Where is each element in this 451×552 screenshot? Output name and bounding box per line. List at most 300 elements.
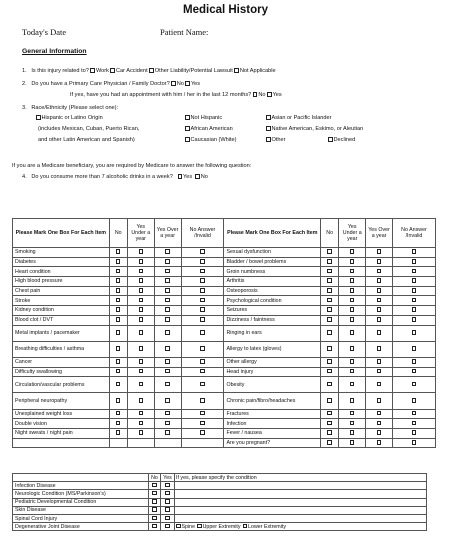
checkbox[interactable] — [165, 269, 170, 274]
checkbox-cell[interactable] — [127, 248, 154, 258]
checkbox-cell[interactable] — [149, 482, 161, 490]
checkbox-cell[interactable] — [109, 393, 127, 409]
checkbox-cell[interactable] — [339, 429, 366, 439]
checkbox-cell[interactable] — [154, 419, 181, 429]
checkbox-cell[interactable] — [154, 341, 181, 357]
checkbox[interactable] — [165, 411, 170, 416]
checkbox[interactable] — [412, 330, 417, 335]
checkbox-cell[interactable] — [181, 257, 224, 267]
checkbox[interactable] — [377, 440, 382, 445]
checkbox-cell[interactable] — [366, 393, 393, 409]
checkbox[interactable] — [116, 288, 121, 293]
checkbox-cell[interactable] — [154, 409, 181, 419]
checkbox-cell[interactable] — [154, 257, 181, 267]
checkbox[interactable] — [412, 307, 417, 312]
checkbox[interactable] — [412, 369, 417, 374]
checkbox[interactable] — [200, 307, 205, 312]
checkbox-cell[interactable] — [161, 490, 175, 498]
checkbox[interactable] — [327, 398, 332, 403]
checkbox[interactable] — [200, 330, 205, 335]
checkbox[interactable] — [327, 317, 332, 322]
checkbox-cell[interactable] — [366, 357, 393, 367]
checkbox-cell[interactable] — [109, 325, 127, 341]
checkbox-cell[interactable] — [109, 377, 127, 393]
checkbox-cell[interactable] — [154, 377, 181, 393]
checkbox[interactable] — [377, 430, 382, 435]
checkbox-cell[interactable] — [392, 315, 435, 325]
checkbox-cell[interactable] — [149, 490, 161, 498]
q1-option-car-accident[interactable]: Car Accident — [110, 68, 147, 75]
checkbox-cell[interactable] — [321, 341, 339, 357]
checkbox-cell[interactable] — [127, 429, 154, 439]
checkbox-cell[interactable] — [392, 357, 435, 367]
checkbox[interactable] — [377, 259, 382, 264]
joint-option[interactable]: Spine — [176, 524, 195, 530]
checkbox[interactable] — [176, 524, 181, 529]
checkbox-cell[interactable] — [149, 498, 161, 506]
checkbox[interactable] — [327, 369, 332, 374]
checkbox-cell[interactable] — [154, 296, 181, 306]
checkbox[interactable] — [185, 115, 190, 120]
checkbox-cell[interactable] — [366, 248, 393, 258]
checkbox-cell[interactable] — [181, 357, 224, 367]
checkbox-cell[interactable] — [161, 482, 175, 490]
checkbox[interactable] — [139, 259, 144, 264]
checkbox[interactable] — [412, 298, 417, 303]
checkbox-cell[interactable] — [321, 257, 339, 267]
checkbox[interactable] — [139, 421, 144, 426]
checkbox-cell[interactable] — [149, 514, 161, 522]
checkbox-cell[interactable] — [392, 377, 435, 393]
checkbox-cell[interactable] — [161, 506, 175, 514]
checkbox[interactable] — [200, 259, 205, 264]
checkbox[interactable] — [116, 278, 121, 283]
checkbox-cell[interactable] — [321, 267, 339, 277]
q2b-option-no[interactable]: No — [253, 92, 266, 99]
checkbox[interactable] — [412, 317, 417, 322]
race-option-african-american[interactable]: African American — [185, 126, 233, 133]
specify-condition-field[interactable] — [175, 498, 427, 506]
checkbox[interactable] — [165, 507, 170, 512]
race-option-other[interactable]: Other — [266, 137, 286, 144]
checkbox-cell[interactable] — [127, 257, 154, 267]
joint-option[interactable]: Lower Extremity — [243, 524, 286, 530]
checkbox-cell[interactable] — [181, 306, 224, 316]
checkbox-cell[interactable] — [366, 257, 393, 267]
checkbox[interactable] — [377, 330, 382, 335]
checkbox[interactable] — [412, 259, 417, 264]
q1-option-work[interactable]: Work — [90, 68, 108, 75]
checkbox[interactable] — [412, 288, 417, 293]
q2-option-yes[interactable]: Yes — [185, 81, 200, 88]
checkbox-cell[interactable] — [339, 325, 366, 341]
checkbox-cell[interactable] — [127, 409, 154, 419]
checkbox[interactable] — [116, 317, 121, 322]
checkbox-cell[interactable] — [339, 341, 366, 357]
checkbox-cell[interactable] — [181, 325, 224, 341]
checkbox[interactable] — [200, 359, 205, 364]
checkbox-cell[interactable] — [339, 315, 366, 325]
checkbox[interactable] — [152, 524, 157, 529]
checkbox-cell[interactable] — [181, 248, 224, 258]
checkbox-cell[interactable] — [321, 357, 339, 367]
checkbox[interactable] — [110, 68, 115, 73]
checkbox[interactable] — [266, 115, 271, 120]
race-option-native-american[interactable]: Native American, Eskimo, or Aleutian — [266, 126, 363, 133]
checkbox-cell[interactable] — [366, 267, 393, 277]
checkbox[interactable] — [165, 330, 170, 335]
checkbox-cell[interactable] — [366, 296, 393, 306]
checkbox[interactable] — [185, 81, 190, 86]
checkbox[interactable] — [165, 346, 170, 351]
checkbox[interactable] — [377, 298, 382, 303]
checkbox-cell[interactable] — [154, 393, 181, 409]
checkbox-cell[interactable] — [109, 341, 127, 357]
checkbox[interactable] — [377, 317, 382, 322]
checkbox[interactable] — [412, 346, 417, 351]
checkbox[interactable] — [243, 524, 248, 529]
checkbox[interactable] — [200, 278, 205, 283]
joint-option[interactable]: Upper Extremity — [197, 524, 240, 530]
checkbox[interactable] — [165, 278, 170, 283]
checkbox-cell[interactable] — [339, 267, 366, 277]
checkbox[interactable] — [350, 440, 355, 445]
checkbox[interactable] — [350, 259, 355, 264]
checkbox-cell[interactable] — [154, 325, 181, 341]
checkbox-cell[interactable] — [366, 306, 393, 316]
checkbox-cell[interactable] — [392, 325, 435, 341]
checkbox[interactable] — [266, 126, 271, 131]
checkbox-cell[interactable] — [181, 409, 224, 419]
checkbox[interactable] — [139, 298, 144, 303]
checkbox[interactable] — [200, 382, 205, 387]
checkbox-cell[interactable] — [109, 419, 127, 429]
checkbox[interactable] — [267, 92, 272, 97]
checkbox[interactable] — [350, 398, 355, 403]
checkbox[interactable] — [197, 524, 202, 529]
checkbox-cell[interactable] — [127, 267, 154, 277]
checkbox[interactable] — [165, 430, 170, 435]
checkbox[interactable] — [327, 430, 332, 435]
checkbox-cell[interactable] — [127, 306, 154, 316]
checkbox-cell[interactable] — [154, 277, 181, 287]
checkbox-cell[interactable] — [109, 257, 127, 267]
checkbox-cell[interactable] — [321, 393, 339, 409]
checkbox[interactable] — [139, 288, 144, 293]
checkbox[interactable] — [165, 516, 170, 521]
checkbox-cell[interactable] — [181, 296, 224, 306]
q2b-option-yes[interactable]: Yes — [267, 92, 282, 99]
checkbox[interactable] — [377, 346, 382, 351]
checkbox-cell[interactable] — [127, 325, 154, 341]
checkbox[interactable] — [200, 346, 205, 351]
checkbox-cell[interactable] — [321, 438, 339, 448]
checkbox-cell[interactable] — [127, 341, 154, 357]
checkbox-cell[interactable] — [154, 248, 181, 258]
checkbox-cell[interactable] — [109, 296, 127, 306]
checkbox-cell[interactable] — [366, 409, 393, 419]
checkbox[interactable] — [200, 369, 205, 374]
checkbox[interactable] — [165, 421, 170, 426]
checkbox-cell[interactable] — [149, 523, 161, 531]
checkbox-cell[interactable] — [109, 367, 127, 377]
checkbox[interactable] — [377, 369, 382, 374]
checkbox[interactable] — [350, 278, 355, 283]
checkbox-cell[interactable] — [339, 357, 366, 367]
checkbox-cell[interactable] — [321, 377, 339, 393]
checkbox[interactable] — [377, 269, 382, 274]
checkbox[interactable] — [149, 68, 154, 73]
checkbox-cell[interactable] — [392, 248, 435, 258]
checkbox[interactable] — [165, 359, 170, 364]
checkbox-cell[interactable] — [392, 267, 435, 277]
checkbox-cell[interactable] — [161, 498, 175, 506]
checkbox[interactable] — [195, 174, 200, 179]
checkbox[interactable] — [350, 298, 355, 303]
q1-option-not-applicable[interactable]: Not Applicable — [234, 68, 275, 75]
checkbox[interactable] — [165, 398, 170, 403]
checkbox[interactable] — [139, 269, 144, 274]
checkbox-cell[interactable] — [366, 438, 393, 448]
checkbox[interactable] — [200, 298, 205, 303]
race-option-not-hispanic[interactable]: Not Hispanic — [185, 115, 222, 122]
checkbox-cell[interactable] — [127, 367, 154, 377]
checkbox[interactable] — [327, 440, 332, 445]
checkbox[interactable] — [350, 307, 355, 312]
checkbox[interactable] — [152, 507, 157, 512]
checkbox[interactable] — [200, 398, 205, 403]
checkbox-cell[interactable] — [339, 286, 366, 296]
checkbox-cell[interactable] — [181, 315, 224, 325]
checkbox[interactable] — [350, 288, 355, 293]
checkbox[interactable] — [36, 115, 41, 120]
checkbox-cell[interactable] — [392, 257, 435, 267]
checkbox-cell[interactable] — [339, 409, 366, 419]
checkbox[interactable] — [165, 524, 170, 529]
checkbox-cell[interactable] — [339, 257, 366, 267]
checkbox[interactable] — [152, 491, 157, 496]
checkbox[interactable] — [350, 421, 355, 426]
checkbox-cell[interactable] — [154, 267, 181, 277]
checkbox[interactable] — [412, 249, 417, 254]
checkbox-cell[interactable] — [321, 315, 339, 325]
checkbox-cell[interactable] — [366, 277, 393, 287]
checkbox[interactable] — [377, 307, 382, 312]
checkbox-cell[interactable] — [181, 277, 224, 287]
checkbox[interactable] — [412, 359, 417, 364]
checkbox[interactable] — [328, 137, 333, 142]
checkbox[interactable] — [165, 483, 170, 488]
checkbox-cell[interactable] — [339, 393, 366, 409]
checkbox[interactable] — [116, 259, 121, 264]
checkbox-cell[interactable] — [127, 286, 154, 296]
checkbox-cell[interactable] — [127, 315, 154, 325]
checkbox[interactable] — [116, 298, 121, 303]
checkbox-cell[interactable] — [127, 357, 154, 367]
checkbox[interactable] — [139, 278, 144, 283]
checkbox[interactable] — [327, 259, 332, 264]
checkbox[interactable] — [165, 317, 170, 322]
checkbox-cell[interactable] — [181, 341, 224, 357]
checkbox[interactable] — [377, 249, 382, 254]
checkbox[interactable] — [139, 369, 144, 374]
checkbox-cell[interactable] — [339, 296, 366, 306]
checkbox[interactable] — [350, 369, 355, 374]
checkbox[interactable] — [377, 288, 382, 293]
checkbox-cell[interactable] — [392, 286, 435, 296]
checkbox[interactable] — [116, 249, 121, 254]
checkbox-cell[interactable] — [366, 315, 393, 325]
checkbox-cell[interactable] — [154, 357, 181, 367]
checkbox-cell[interactable] — [181, 377, 224, 393]
checkbox[interactable] — [200, 411, 205, 416]
checkbox[interactable] — [139, 398, 144, 403]
q2-option-no[interactable]: No — [171, 81, 184, 88]
specify-condition-field[interactable] — [175, 490, 427, 498]
checkbox-cell[interactable] — [366, 419, 393, 429]
checkbox[interactable] — [165, 491, 170, 496]
checkbox-cell[interactable] — [392, 341, 435, 357]
checkbox[interactable] — [116, 382, 121, 387]
checkbox-cell[interactable] — [321, 296, 339, 306]
checkbox-cell[interactable] — [339, 377, 366, 393]
checkbox-cell[interactable] — [181, 419, 224, 429]
checkbox[interactable] — [327, 411, 332, 416]
checkbox[interactable] — [327, 330, 332, 335]
checkbox[interactable] — [139, 330, 144, 335]
checkbox-cell[interactable] — [321, 419, 339, 429]
checkbox[interactable] — [350, 382, 355, 387]
checkbox-cell[interactable] — [154, 306, 181, 316]
specify-condition-field[interactable] — [175, 514, 427, 522]
checkbox-cell[interactable] — [127, 277, 154, 287]
checkbox[interactable] — [327, 359, 332, 364]
checkbox[interactable] — [412, 421, 417, 426]
checkbox[interactable] — [171, 81, 176, 86]
checkbox[interactable] — [200, 317, 205, 322]
checkbox[interactable] — [139, 317, 144, 322]
checkbox[interactable] — [266, 137, 271, 142]
checkbox[interactable] — [412, 278, 417, 283]
specify-condition-field[interactable] — [175, 482, 427, 490]
checkbox[interactable] — [200, 421, 205, 426]
checkbox-cell[interactable] — [109, 286, 127, 296]
checkbox-cell[interactable] — [392, 419, 435, 429]
checkbox[interactable] — [165, 288, 170, 293]
checkbox[interactable] — [327, 269, 332, 274]
checkbox[interactable] — [116, 307, 121, 312]
checkbox[interactable] — [327, 382, 332, 387]
checkbox-cell[interactable] — [392, 409, 435, 419]
checkbox[interactable] — [116, 421, 121, 426]
checkbox-cell[interactable] — [181, 286, 224, 296]
checkbox-cell[interactable] — [392, 393, 435, 409]
checkbox-cell[interactable] — [321, 306, 339, 316]
specify-condition-field[interactable] — [175, 523, 427, 531]
checkbox[interactable] — [327, 278, 332, 283]
checkbox[interactable] — [412, 382, 417, 387]
checkbox[interactable] — [165, 382, 170, 387]
specify-condition-field[interactable] — [175, 506, 427, 514]
checkbox-cell[interactable] — [392, 296, 435, 306]
checkbox[interactable] — [377, 398, 382, 403]
checkbox[interactable] — [116, 398, 121, 403]
checkbox[interactable] — [200, 249, 205, 254]
checkbox[interactable] — [350, 346, 355, 351]
checkbox-cell[interactable] — [392, 306, 435, 316]
checkbox-cell[interactable] — [109, 248, 127, 258]
checkbox-cell[interactable] — [127, 296, 154, 306]
checkbox[interactable] — [116, 411, 121, 416]
checkbox[interactable] — [116, 369, 121, 374]
checkbox-cell[interactable] — [321, 286, 339, 296]
checkbox-cell[interactable] — [154, 367, 181, 377]
checkbox-cell[interactable] — [366, 341, 393, 357]
checkbox-cell[interactable] — [321, 248, 339, 258]
checkbox-cell[interactable] — [109, 306, 127, 316]
checkbox-cell[interactable] — [181, 267, 224, 277]
checkbox[interactable] — [152, 483, 157, 488]
checkbox[interactable] — [139, 382, 144, 387]
checkbox-cell[interactable] — [154, 315, 181, 325]
race-option-hispanic[interactable]: Hispanic or Latino Origin — [36, 115, 103, 122]
q4-option-no[interactable]: No — [195, 174, 208, 181]
checkbox[interactable] — [200, 288, 205, 293]
checkbox[interactable] — [139, 249, 144, 254]
checkbox-cell[interactable] — [366, 377, 393, 393]
checkbox[interactable] — [116, 359, 121, 364]
checkbox[interactable] — [350, 249, 355, 254]
checkbox-cell[interactable] — [154, 286, 181, 296]
checkbox-cell[interactable] — [181, 393, 224, 409]
checkbox-cell[interactable] — [392, 367, 435, 377]
checkbox[interactable] — [165, 499, 170, 504]
checkbox[interactable] — [350, 317, 355, 322]
checkbox[interactable] — [200, 269, 205, 274]
checkbox-cell[interactable] — [109, 277, 127, 287]
checkbox[interactable] — [116, 269, 121, 274]
checkbox[interactable] — [165, 298, 170, 303]
checkbox[interactable] — [377, 421, 382, 426]
race-option-declined[interactable]: Declined — [328, 137, 355, 144]
checkbox[interactable] — [412, 398, 417, 403]
checkbox-cell[interactable] — [339, 438, 366, 448]
checkbox[interactable] — [377, 411, 382, 416]
checkbox-cell[interactable] — [339, 277, 366, 287]
checkbox-cell[interactable] — [339, 248, 366, 258]
checkbox-cell[interactable] — [109, 267, 127, 277]
checkbox[interactable] — [165, 249, 170, 254]
checkbox-cell[interactable] — [181, 429, 224, 439]
checkbox[interactable] — [253, 92, 258, 97]
checkbox[interactable] — [152, 516, 157, 521]
checkbox-cell[interactable] — [321, 277, 339, 287]
checkbox[interactable] — [412, 411, 417, 416]
checkbox[interactable] — [200, 430, 205, 435]
checkbox-cell[interactable] — [154, 429, 181, 439]
checkbox[interactable] — [350, 330, 355, 335]
checkbox[interactable] — [152, 499, 157, 504]
checkbox[interactable] — [377, 359, 382, 364]
checkbox-cell[interactable] — [127, 419, 154, 429]
checkbox[interactable] — [412, 430, 417, 435]
checkbox[interactable] — [350, 430, 355, 435]
q1-option-other-liability[interactable]: Other Liability/Potential Lawsuit — [149, 68, 233, 75]
checkbox-cell[interactable] — [109, 429, 127, 439]
checkbox[interactable] — [327, 346, 332, 351]
checkbox-cell[interactable] — [339, 306, 366, 316]
checkbox[interactable] — [178, 174, 183, 179]
